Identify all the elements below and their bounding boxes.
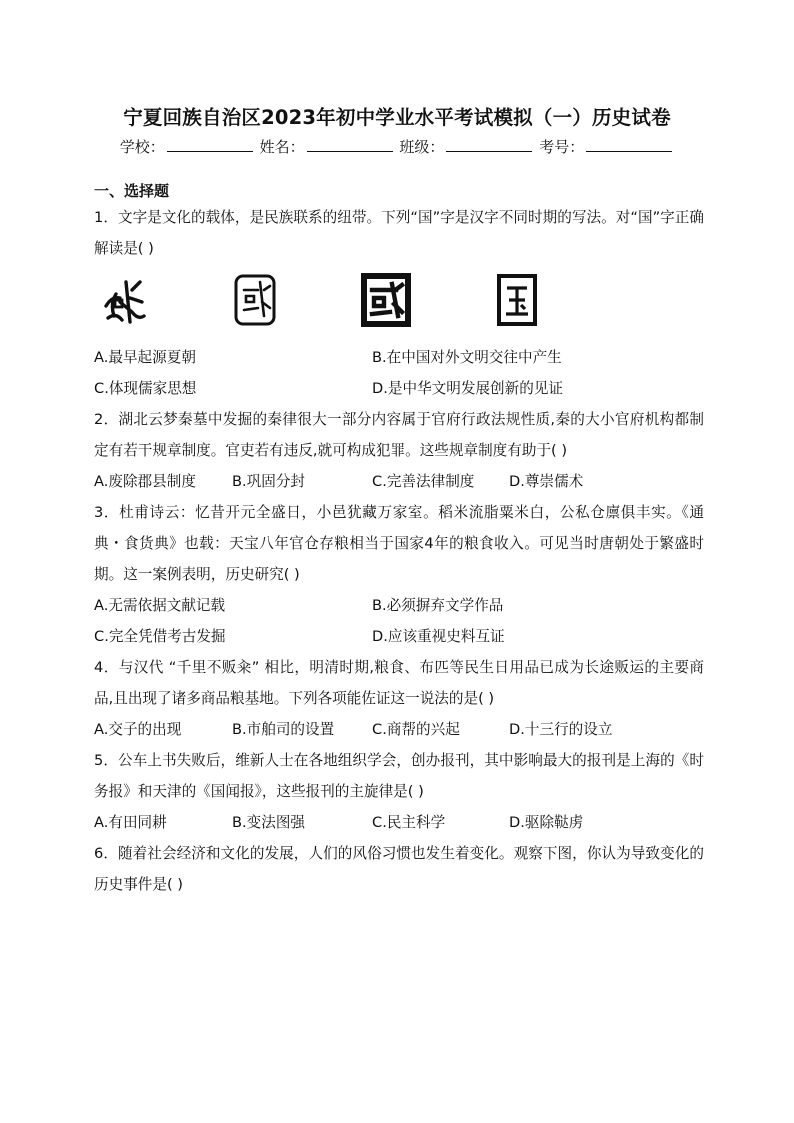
option-c[interactable]: C.民主科学	[372, 814, 446, 831]
option-d[interactable]: D.驱除鞑虏	[509, 814, 584, 831]
option-a[interactable]: A.最早起源夏朝	[94, 349, 196, 366]
question-2-options	[94, 466, 704, 497]
question-1-options-row-2	[94, 373, 704, 404]
class-blank[interactable]	[446, 137, 532, 152]
option-c[interactable]: C.完全凭借考古发掘	[94, 628, 226, 645]
question-1-options-row-1	[94, 342, 704, 373]
student-info-line	[0, 136, 794, 157]
school-blank[interactable]	[167, 137, 253, 152]
class-label: 班级：	[399, 138, 445, 156]
option-b[interactable]: B.在中国对外文明交往中产生	[372, 349, 562, 366]
option-a[interactable]: A.交子的出现	[94, 721, 182, 738]
name-blank[interactable]	[307, 137, 393, 152]
section-title: 一、选择题	[94, 182, 170, 200]
question-3-stem: 3．杜甫诗云：忆昔开元全盛日，小邑犹藏万家室。稻米流脂粟米白，公私仓廪俱丰实。《通典・食货典》也载：天宝八年官仓存粮相当于国家4年的粮食收入。可见当时唐朝处于繁盛时期。这一案例表明，历史研究( )	[94, 504, 704, 583]
traditional-guo-glyph-icon	[360, 272, 412, 328]
name-label: 姓名：	[259, 138, 305, 156]
oracle-bone-guo-glyph-icon	[102, 272, 146, 328]
question-3-options-row-1	[94, 590, 704, 621]
question-2-stem: 2．湖北云梦秦墓中发掘的秦律很大一部分内容属于官府行政法规性质,秦的大小官府机构都制定有若干规章制度。官吏若有违反,就可构成犯罪。这些规章制度有助于( )	[94, 411, 704, 459]
school-label: 学校：	[119, 138, 165, 156]
option-b[interactable]: B.巩固分封	[232, 473, 306, 490]
question-5-options	[94, 807, 704, 838]
page-title: 宁夏回族自治区2023年初中学业水平考试模拟（一）历史试卷	[123, 106, 671, 129]
question-4-stem: 4．与汉代 “千里不贩籴” 相比，明清时期,粮食、布匹等民生日用品已成为长途贩运的主要商品,且出现了诸多商品粮基地。下列各项能佐证这一说法的是( )	[94, 659, 704, 707]
option-b[interactable]: B.必须摒弃文学作品	[372, 597, 504, 614]
option-d[interactable]: D.十三行的设立	[509, 721, 613, 738]
bronze-guo-glyph-icon	[232, 272, 278, 328]
option-c[interactable]: C.完善法律制度	[372, 473, 475, 490]
option-c[interactable]: C.商帮的兴起	[372, 721, 460, 738]
option-a[interactable]: A.废除郡县制度	[94, 473, 196, 490]
question-6-stem: 6．随着社会经济和文化的发展，人们的风俗习惯也发生着变化。观察下图，你认为导致变化的历史事件是( )	[94, 845, 704, 893]
option-b[interactable]: B.市舶司的设置	[232, 721, 335, 738]
option-a[interactable]: A.有田同耕	[94, 814, 167, 831]
question-1-stem: 1．文字是文化的载体，是民族联系的纽带。下列“国”字是汉字不同时期的写法。对“国”字正确解读是( )	[94, 209, 704, 257]
guo-character-evolution-figure	[94, 264, 704, 342]
option-d[interactable]: D.尊崇儒术	[509, 473, 584, 490]
option-a[interactable]: A.无需依据文献记载	[94, 597, 226, 614]
option-b[interactable]: B.变法图强	[232, 814, 306, 831]
question-list	[94, 180, 704, 900]
option-c[interactable]: C.体现儒家思想	[94, 380, 197, 397]
question-3-options-row-2	[94, 621, 704, 652]
simplified-guo-glyph-icon	[494, 272, 540, 328]
option-d[interactable]: D.应该重视史料互证	[372, 628, 505, 645]
question-4-options	[94, 714, 704, 745]
number-blank[interactable]	[586, 137, 672, 152]
number-label: 考号：	[539, 138, 585, 156]
question-5-stem: 5．公车上书失败后，维新人士在各地组织学会，创办报刊，其中影响最大的报刊是上海的《时务报》和天津的《国闻报》，这些报刊的主旋律是( )	[94, 752, 704, 800]
option-d[interactable]: D.是中华文明发展创新的见证	[372, 380, 564, 397]
